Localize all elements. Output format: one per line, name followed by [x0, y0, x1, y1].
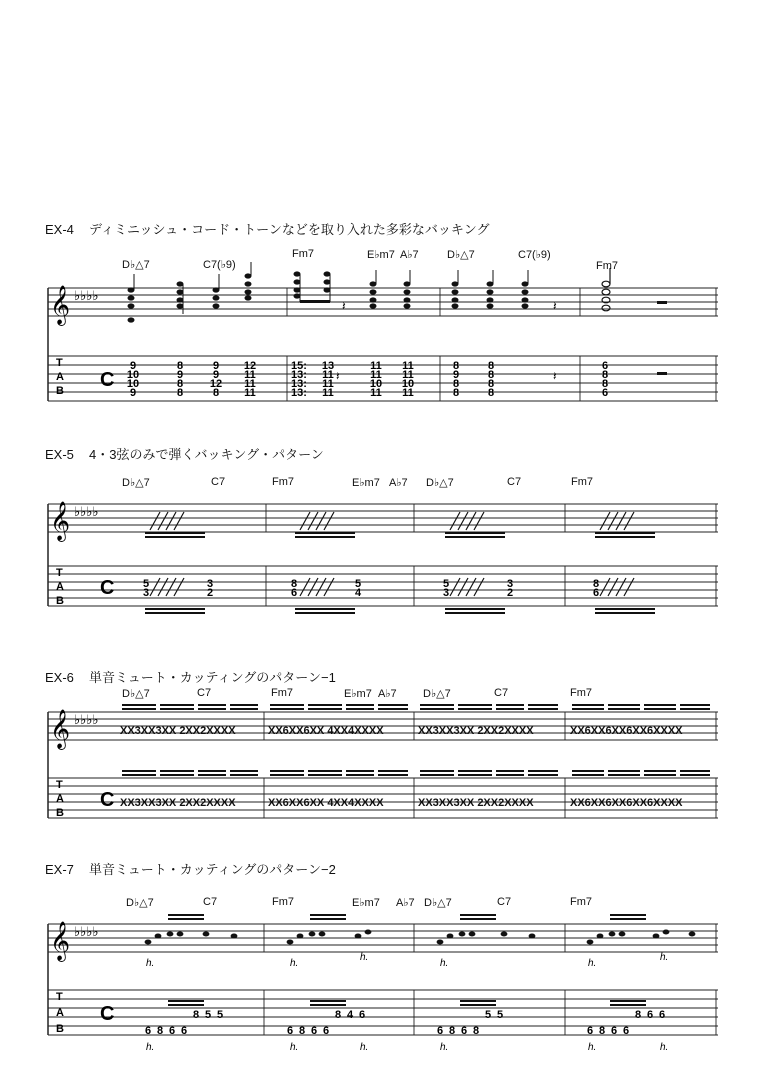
ex7-time-sig: C	[100, 1003, 115, 1025]
ex4-tab-a: A	[56, 371, 64, 383]
ex4-fret-6-1: 11	[370, 369, 382, 381]
svg-text:♭♭♭♭: ♭♭♭♭	[74, 924, 99, 939]
ex4-fret-0-1: 10	[126, 369, 140, 381]
ex5-chord-8: Fm7	[571, 476, 593, 488]
svg-text:♭♭♭♭: ♭♭♭♭	[74, 288, 99, 303]
ex5-chord-1: D♭△7	[122, 477, 150, 489]
ex5-chord-7: C7	[507, 476, 522, 488]
ex7-chord-3: Fm7	[272, 896, 294, 908]
ex4-fret-5-2: 11	[322, 378, 334, 390]
ex5-fret-0-0: 5	[142, 578, 150, 590]
ex4-fret-3-0: 12	[243, 360, 257, 372]
ex7-hold-mark-4: h.	[440, 958, 449, 969]
ex4-fret-1-3: 8	[176, 387, 184, 399]
ex4-fret-10-3: 6	[601, 387, 609, 399]
ex5-fret-3-1: 4	[354, 587, 362, 599]
ex7-tab-t: T	[56, 991, 63, 1003]
ex5-chord-4: E♭m7	[352, 477, 380, 489]
ex7-hold-mark-1: h.	[146, 958, 155, 969]
ex5-fret-6-1: 6	[592, 587, 600, 599]
ex5-fret-5-1: 2	[506, 587, 514, 599]
ex6-chord-7: C7	[494, 687, 509, 699]
ex6-tab-row-1: XX3XX3XX 2XX2XXXX	[120, 797, 236, 809]
ex5-fret-4-1: 3	[442, 587, 450, 599]
ex6-tab-b: B	[56, 807, 64, 819]
ex4-fret-6-0: 11	[370, 360, 382, 372]
svg-text:𝄽: 𝄽	[336, 369, 340, 383]
ex4-fret-9-2: 8	[487, 378, 495, 390]
ex4-fret-1-1: 9	[176, 369, 184, 381]
ex4-fret-4-3: 13:	[291, 387, 307, 399]
ex5-fret-2-0: 8	[290, 578, 298, 590]
ex4-chord-3: Fm7	[292, 248, 314, 260]
ex4-fret-6-3: 11	[370, 387, 382, 399]
ex5-title	[45, 444, 324, 463]
ex7-fret-1-5: 4	[346, 1009, 354, 1021]
ex4-number: EX-4	[45, 222, 74, 237]
ex7-fret-0-4: 8	[192, 1009, 200, 1021]
ex6-staff-row-1: XX3XX3XX 2XX2XXXX	[120, 725, 236, 737]
ex7-fret-3-1: 8	[598, 1025, 606, 1037]
svg-text:𝄞: 𝄞	[50, 502, 71, 540]
ex7-fret-1-1: 8	[298, 1025, 306, 1037]
ex4-fret-4-0: 15:	[291, 360, 307, 372]
ex6-tab-row-3: XX3XX3XX 2XX2XXXX	[418, 797, 534, 809]
ex7-chord-8: Fm7	[570, 896, 592, 908]
ex4-fret-1-0: 8	[176, 360, 184, 372]
ex7-chord-7: C7	[497, 896, 512, 908]
ex7-hold-mark-3: h.	[360, 952, 369, 963]
ex7-number: EX-7	[45, 862, 74, 877]
ex7-fret-3-4: 8	[634, 1009, 642, 1021]
ex7-fret-2-3: 8	[472, 1025, 480, 1037]
ex4-fret-4-1: 13:	[291, 369, 307, 381]
ex7-fret-3-2: 6	[610, 1025, 618, 1037]
ex4-fret-0-0: 9	[129, 360, 137, 372]
ex6-score	[0, 700, 762, 825]
ex6-chord-2: C7	[197, 687, 212, 699]
ex4-fret-5-3: 11	[322, 387, 334, 399]
ex7-fret-3-6: 6	[658, 1009, 666, 1021]
ex6-chord-1: D♭△7	[122, 688, 150, 700]
ex4-chord-2: C7(♭9)	[203, 259, 236, 271]
ex7-fret-1-2: 6	[310, 1025, 318, 1037]
ex4-chord-1: D♭△7	[122, 259, 150, 271]
ex7-hold-mark-7: h.	[146, 1042, 155, 1053]
ex6-staff-row-4: XX6XX6XX6XX6XXXX	[570, 725, 683, 737]
ex7-hold-mark-6: h.	[660, 952, 669, 963]
ex7-fret-1-0: 6	[286, 1025, 294, 1037]
ex4-fret-1-2: 8	[176, 378, 184, 390]
ex6-staff-row-3: XX3XX3XX 2XX2XXXX	[418, 725, 534, 737]
ex6-title-text: 単音ミュート・カッティングのパターン−1	[89, 670, 336, 685]
ex4-fret-10-0: 6	[601, 360, 609, 372]
ex4-fret-8-0: 8	[452, 360, 460, 372]
ex4-fret-6-2: 10	[369, 378, 383, 390]
ex6-chord-4: E♭m7	[344, 688, 372, 700]
ex7-fret-3-3: 6	[622, 1025, 630, 1037]
ex4-fret-5-1: 11	[322, 369, 334, 381]
ex4-fret-9-3: 8	[487, 387, 495, 399]
ex5-tab-a: A	[56, 581, 64, 593]
ex4-fret-9-1: 8	[487, 369, 495, 381]
svg-text:♭♭♭♭: ♭♭♭♭	[74, 712, 99, 727]
ex4-fret-7-2: 10	[401, 378, 415, 390]
ex5-tab-t: T	[56, 567, 63, 579]
ex5-title-text: 4・3弦のみで弾くバッキング・パターン	[89, 447, 324, 462]
ex5-chord-2: C7	[211, 476, 226, 488]
ex4-time-sig: C	[100, 369, 115, 391]
ex5-fret-0-1: 3	[142, 587, 150, 599]
ex4-fret-3-1: 11	[244, 369, 256, 381]
ex7-fret-1-4: 8	[334, 1009, 342, 1021]
ex4-fret-0-2: 10	[126, 378, 140, 390]
ex7-hold-mark-10: h.	[440, 1042, 449, 1053]
ex6-tab-a: A	[56, 793, 64, 805]
ex5-chord-6: D♭△7	[426, 477, 454, 489]
ex6-title	[45, 667, 336, 686]
ex7-chord-2: C7	[203, 896, 218, 908]
ex4-fret-8-1: 9	[452, 369, 460, 381]
ex4-fret-5-0: 13	[321, 360, 335, 372]
ex4-score	[0, 270, 762, 420]
ex4-fret-0-3: 9	[129, 387, 137, 399]
ex7-fret-0-3: 6	[180, 1025, 188, 1037]
ex5-time-sig: C	[100, 577, 115, 599]
ex7-fret-2-4: 5	[484, 1009, 492, 1021]
ex7-chord-1: D♭△7	[126, 897, 154, 909]
ex6-tab-row-2: XX6XX6XX 4XX4XXXX	[268, 797, 384, 809]
ex7-fret-2-5: 5	[496, 1009, 504, 1021]
ex5-fret-1-0: 3	[206, 578, 214, 590]
ex4-fret-8-2: 8	[452, 378, 460, 390]
ex5-chord-3: Fm7	[272, 476, 294, 488]
ex4-fret-2-2: 12	[209, 378, 223, 390]
ex6-time-sig: C	[100, 789, 115, 811]
svg-text:𝄽: 𝄽	[342, 299, 346, 313]
ex4-fret-10-2: 8	[601, 378, 609, 390]
ex7-title	[45, 859, 336, 878]
ex4-chord-5: A♭7	[400, 249, 419, 261]
ex5-fret-3-0: 5	[354, 578, 362, 590]
svg-text:𝄽: 𝄽	[553, 299, 557, 313]
ex5-fret-5-0: 3	[506, 578, 514, 590]
ex7-fret-0-1: 8	[156, 1025, 164, 1037]
ex4-fret-3-3: 11	[244, 387, 256, 399]
ex6-tab-t: T	[56, 779, 63, 791]
ex7-tab-a: A	[56, 1007, 64, 1019]
ex7-title-text: 単音ミュート・カッティングのパターン−2	[89, 862, 336, 877]
svg-text:♭♭♭♭: ♭♭♭♭	[74, 504, 99, 519]
ex4-chord-4: E♭m7	[367, 249, 395, 261]
ex6-staff-row-2: XX6XX6XX 4XX4XXXX	[268, 725, 384, 737]
ex4-title-text: ディミニッシュ・コード・トーンなどを取り入れた多彩なバッキング	[89, 222, 490, 237]
ex7-hold-mark-11: h.	[588, 1042, 597, 1053]
ex5-fret-1-1: 2	[206, 587, 214, 599]
ex7-fret-0-2: 6	[168, 1025, 176, 1037]
ex7-hold-mark-5: h.	[588, 958, 597, 969]
ex4-fret-3-2: 11	[244, 378, 256, 390]
svg-text:𝄞: 𝄞	[50, 286, 71, 324]
ex4-fret-2-1: 9	[212, 369, 220, 381]
ex7-fret-3-0: 6	[586, 1025, 594, 1037]
ex4-fret-7-0: 11	[402, 360, 414, 372]
ex7-hold-mark-9: h.	[360, 1042, 369, 1053]
ex6-chord-5: A♭7	[378, 688, 397, 700]
ex4-fret-7-3: 11	[402, 387, 414, 399]
ex5-fret-6-0: 8	[592, 578, 600, 590]
ex7-fret-0-5: 5	[204, 1009, 212, 1021]
ex5-fret-4-0: 5	[442, 578, 450, 590]
ex7-fret-2-0: 6	[436, 1025, 444, 1037]
ex7-fret-0-6: 5	[216, 1009, 224, 1021]
ex4-fret-2-3: 8	[212, 387, 220, 399]
ex6-tab-row-4: XX6XX6XX6XX6XXXX	[570, 797, 683, 809]
ex5-score	[0, 490, 762, 620]
ex7-chord-6: D♭△7	[424, 897, 452, 909]
ex7-fret-3-5: 6	[646, 1009, 654, 1021]
ex4-fret-4-2: 13:	[291, 378, 307, 390]
ex4-chord-6: D♭△7	[447, 249, 475, 261]
ex5-number: EX-5	[45, 447, 74, 462]
ex7-fret-2-1: 8	[448, 1025, 456, 1037]
svg-text:𝄞: 𝄞	[50, 922, 71, 960]
ex4-fret-2-0: 9	[212, 360, 220, 372]
ex7-hold-mark-8: h.	[290, 1042, 299, 1053]
ex5-tab-b: B	[56, 595, 64, 607]
ex7-hold-mark-2: h.	[290, 958, 299, 969]
ex5-fret-2-1: 6	[290, 587, 298, 599]
ex7-tab-b: B	[56, 1023, 64, 1035]
ex4-tab-t: T	[56, 357, 63, 369]
ex7-fret-1-3: 6	[322, 1025, 330, 1037]
ex7-fret-1-6: 6	[358, 1009, 366, 1021]
ex7-fret-0-0: 6	[144, 1025, 152, 1037]
ex4-tab-b: B	[56, 385, 64, 397]
ex4-fret-7-1: 11	[402, 369, 414, 381]
ex4-fret-10-1: 8	[601, 369, 609, 381]
ex4-fret-8-3: 8	[452, 387, 460, 399]
ex6-number: EX-6	[45, 670, 74, 685]
svg-text:𝄽: 𝄽	[553, 369, 557, 383]
ex7-hold-mark-12: h.	[660, 1042, 669, 1053]
ex7-score	[0, 910, 762, 1060]
ex5-chord-5: A♭7	[389, 477, 408, 489]
svg-text:𝄞: 𝄞	[50, 710, 71, 748]
ex4-fret-9-0: 8	[487, 360, 495, 372]
ex4-title	[45, 219, 490, 238]
ex6-chord-3: Fm7	[271, 687, 293, 699]
ex7-chord-4: E♭m7	[352, 897, 380, 909]
ex4-chord-8: Fm7	[596, 260, 618, 272]
ex7-fret-2-2: 6	[460, 1025, 468, 1037]
ex6-chord-6: D♭△7	[423, 688, 451, 700]
ex7-chord-5: A♭7	[396, 897, 415, 909]
ex4-chord-7: C7(♭9)	[518, 249, 551, 261]
ex6-chord-8: Fm7	[570, 687, 592, 699]
